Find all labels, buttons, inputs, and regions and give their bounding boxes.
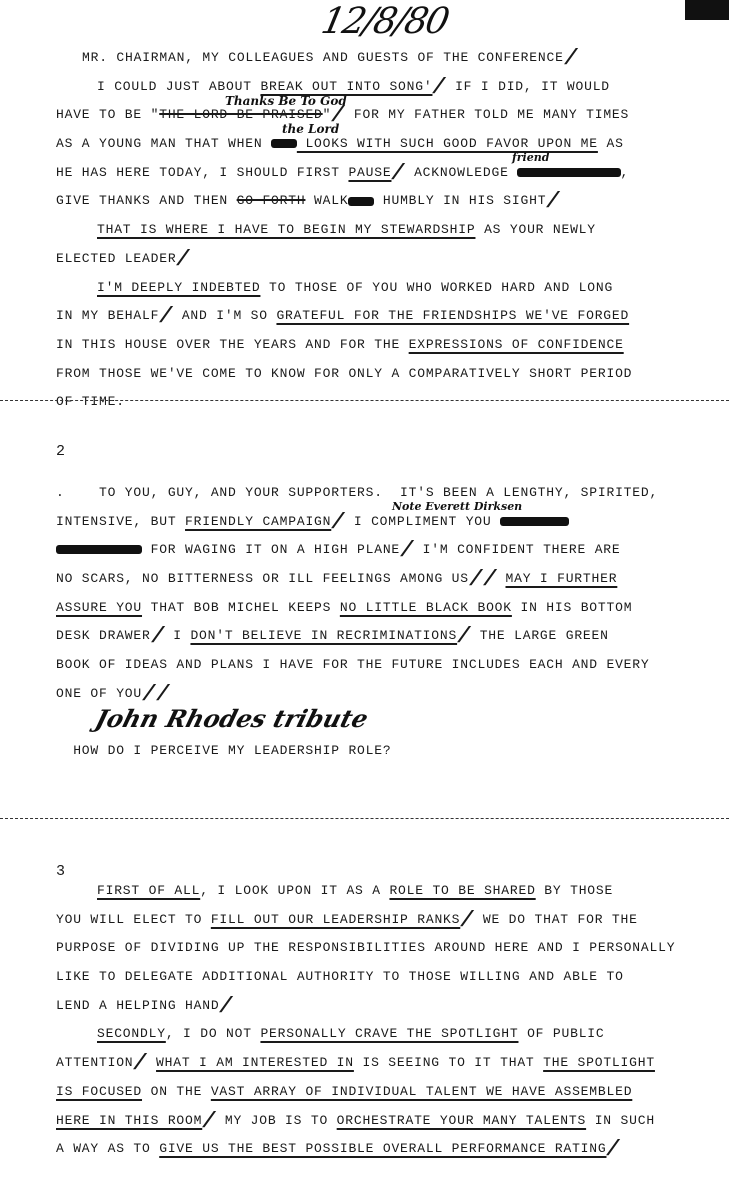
handwritten-annotation: John Rhodes tribute bbox=[92, 704, 372, 733]
text-run: BY THOSE bbox=[535, 883, 614, 898]
handwritten-annotation: the Lord bbox=[282, 122, 340, 136]
underlined-text: DON'T BELIEVE IN RECRIMINATIONS bbox=[190, 628, 458, 644]
slash-mark: / bbox=[200, 1108, 219, 1134]
text-run: MY JOB IS TO bbox=[216, 1112, 337, 1128]
text-run: IF I DID, IT WOULD bbox=[446, 78, 610, 94]
text-run: A WAY AS TO bbox=[56, 1141, 160, 1157]
text-run: FROM THOSE WE'VE COME TO KNOW FOR ONLY A COMPARATIVELY SHORT PERIOD bbox=[56, 365, 633, 381]
text-line bbox=[56, 538, 709, 564]
redaction-mark bbox=[271, 139, 297, 148]
slash-mark: / bbox=[157, 304, 176, 330]
underlined-text: EXPRESSIONS OF CONFIDENCE bbox=[408, 336, 624, 352]
text-line bbox=[56, 222, 709, 237]
text-line bbox=[56, 394, 709, 409]
text-run: PURPOSE OF DIVIDING UP THE RESPONSIBILITIES AROUND HERE AND I PERSONALLY bbox=[56, 940, 676, 956]
underlined-text: I'M DEEPLY INDEBTED bbox=[97, 279, 261, 295]
text-run bbox=[147, 1055, 156, 1070]
text-line bbox=[56, 681, 709, 707]
underlined-text: WHAT I AM INTERESTED IN bbox=[156, 1055, 354, 1071]
slash-mark: / bbox=[397, 538, 417, 564]
underlined-text: VAST ARRAY OF INDIVIDUAL TALENT WE HAVE ASSEMBLED bbox=[210, 1083, 633, 1099]
text-run: YOU WILL ELECT TO bbox=[56, 911, 211, 927]
underlined-text: FRIENDLY CAMPAIGN bbox=[185, 513, 332, 529]
text-run: " bbox=[322, 107, 332, 123]
text-run: THAT BOB MICHEL KEEPS bbox=[142, 599, 340, 615]
text-line bbox=[56, 485, 709, 500]
text-run: INTENSIVE, BUT bbox=[56, 513, 186, 529]
underlined-text: FILL OUT OUR LEADERSHIP RANKS bbox=[210, 911, 461, 927]
underlined-text: NO LITTLE BLACK BOOK bbox=[339, 599, 512, 615]
underlined-text: GRATEFUL FOR THE FRIENDSHIPS WE'VE FORGED bbox=[276, 308, 630, 324]
text-run: , I LOOK UPON IT AS A bbox=[200, 883, 390, 898]
text-line bbox=[56, 160, 709, 186]
redaction-mark bbox=[517, 168, 620, 177]
slash-mark: / bbox=[329, 509, 348, 535]
page-number: 2 bbox=[56, 443, 66, 460]
text-line bbox=[56, 103, 709, 129]
page-1-text bbox=[56, 46, 709, 423]
page-divider bbox=[0, 818, 729, 819]
redaction-mark bbox=[56, 545, 142, 554]
slash-mark: / bbox=[174, 246, 193, 272]
underlined-text: IS FOCUSED bbox=[56, 1083, 143, 1099]
text-run: AS bbox=[597, 136, 624, 152]
text-line bbox=[56, 74, 709, 100]
underlined-text: PAUSE bbox=[348, 164, 392, 180]
text-run: IN MY BEHALF bbox=[56, 308, 160, 324]
slash-mark: / bbox=[544, 189, 563, 215]
underlined-text: ORCHESTRATE YOUR MANY TALENTS bbox=[336, 1112, 587, 1128]
redaction-mark bbox=[348, 197, 374, 206]
text-run: WE DO THAT FOR THE bbox=[474, 911, 638, 927]
text-run: I COMPLIMENT YOU bbox=[345, 513, 501, 529]
slash-mark: / bbox=[561, 46, 580, 71]
page-number: 3 bbox=[56, 863, 66, 880]
text-line bbox=[56, 1026, 709, 1041]
page-3-text bbox=[56, 883, 709, 1170]
handwritten-annotation: friend bbox=[512, 151, 550, 164]
text-line bbox=[56, 1108, 709, 1134]
text-line bbox=[56, 743, 709, 758]
text-run: ONE OF YOU bbox=[56, 685, 143, 701]
text-run: IN SUCH bbox=[586, 1112, 655, 1128]
redaction-mark bbox=[500, 517, 569, 526]
text-run: MR. CHAIRMAN, MY COLLEAGUES AND GUESTS OF THE CONFERENCE bbox=[82, 50, 564, 65]
handwritten-annotation: Thanks Be To God bbox=[225, 94, 347, 108]
slash-mark: / bbox=[430, 74, 449, 100]
text-run: HAVE TO BE " bbox=[56, 107, 160, 123]
text-line bbox=[56, 657, 709, 672]
underlined-text: MAY I FURTHER bbox=[505, 571, 618, 587]
underlined-text: THAT IS WHERE I HAVE TO BEGIN MY STEWARDSHIP bbox=[97, 222, 476, 238]
underlined-text: ASSURE YOU bbox=[56, 599, 143, 615]
underlined-text: THE SPOTLIGHT bbox=[543, 1055, 655, 1071]
handwritten-date: 12/8/80 bbox=[317, 1, 452, 42]
text-run: OF TIME. bbox=[56, 394, 125, 410]
text-run: I bbox=[164, 628, 191, 644]
underlined-text: BREAK OUT INTO SONG' bbox=[260, 78, 433, 94]
slash-mark: // bbox=[466, 567, 500, 593]
text-run: HOW DO I PERCEIVE MY LEADERSHIP ROLE? bbox=[56, 743, 392, 759]
slash-mark: / bbox=[131, 1051, 150, 1077]
struck-text: THE LORD BE PRAISED bbox=[159, 107, 323, 123]
underlined-text: FIRST OF ALL bbox=[97, 883, 201, 898]
text-line bbox=[56, 940, 709, 955]
text-run: IN THIS HOUSE OVER THE YEARS AND FOR THE bbox=[56, 336, 409, 352]
underlined-text: LOOKS WITH SUCH GOOD FAVOR UPON ME bbox=[296, 136, 598, 152]
slash-mark: / bbox=[389, 160, 408, 186]
text-run: DESK DRAWER bbox=[56, 628, 151, 644]
text-line bbox=[56, 366, 709, 381]
text-line bbox=[56, 1137, 709, 1163]
slash-mark: / bbox=[329, 103, 348, 129]
slash-mark: / bbox=[454, 624, 474, 650]
text-line bbox=[56, 969, 709, 984]
slash-mark: / bbox=[217, 993, 236, 1019]
text-line bbox=[56, 46, 709, 71]
underlined-text: SECONDLY bbox=[97, 1026, 166, 1042]
text-line bbox=[56, 624, 709, 650]
text-run: BOOK OF IDEAS AND PLANS I HAVE FOR THE FUTURE INCLUDES EACH AND EVERY bbox=[56, 657, 650, 673]
underlined-text: HERE IN THIS ROOM bbox=[56, 1112, 203, 1128]
text-run: LIKE TO DELEGATE ADDITIONAL AUTHORITY TO THOSE WILLING AND ABLE TO bbox=[56, 969, 624, 985]
text-line bbox=[56, 304, 709, 330]
text-run: THE LARGE GREEN bbox=[471, 628, 609, 644]
underlined-text: PERSONALLY CRAVE THE SPOTLIGHT bbox=[260, 1026, 519, 1042]
text-run: ATTENTION bbox=[56, 1055, 134, 1071]
text-line bbox=[56, 509, 709, 535]
text-line bbox=[56, 246, 709, 272]
text-line bbox=[56, 189, 709, 215]
text-run: WALK bbox=[305, 193, 349, 209]
text-run: HUMBLY IN HIS SIGHT bbox=[374, 193, 547, 209]
text-run: ACKNOWLEDGE bbox=[405, 164, 518, 180]
text-run: IS SEEING TO IT THAT bbox=[353, 1055, 544, 1071]
text-run: AS YOUR NEWLY bbox=[475, 222, 596, 238]
text-run: . TO YOU, GUY, AND YOUR SUPPORTERS. IT'S BEEN A LENGTHY, SPIRITED, bbox=[56, 485, 659, 500]
slash-mark: // bbox=[139, 681, 173, 707]
text-run: I COULD JUST ABOUT bbox=[97, 78, 261, 94]
text-line bbox=[56, 600, 709, 615]
text-run: , I DO NOT bbox=[165, 1026, 261, 1042]
text-run: GIVE THANKS AND THEN bbox=[56, 193, 237, 209]
text-line bbox=[56, 993, 709, 1019]
text-line bbox=[56, 280, 709, 295]
text-run: FOR MY FATHER TOLD ME MANY TIMES bbox=[345, 107, 630, 123]
underlined-text: GIVE US THE BEST POSSIBLE OVERALL PERFORMANCE RATING bbox=[159, 1141, 607, 1157]
text-run: , bbox=[620, 164, 630, 180]
text-line bbox=[56, 907, 709, 933]
text-line bbox=[56, 337, 709, 352]
text-run: ELECTED LEADER bbox=[56, 250, 177, 266]
underlined-text: ROLE TO BE SHARED bbox=[389, 883, 536, 898]
slash-mark: / bbox=[604, 1137, 623, 1163]
text-line bbox=[56, 136, 709, 151]
text-run: I'M CONFIDENT THERE ARE bbox=[414, 542, 621, 558]
text-run: ON THE bbox=[142, 1083, 211, 1099]
text-run: IN HIS BOTTOM bbox=[511, 599, 633, 615]
text-line bbox=[56, 883, 709, 898]
text-run: OF PUBLIC bbox=[518, 1026, 605, 1042]
text-line bbox=[56, 1084, 709, 1099]
handwritten-annotation: Note Everett Dirksen bbox=[392, 500, 523, 513]
text-run: HE HAS HERE TODAY, I SHOULD FIRST bbox=[56, 164, 349, 180]
text-line bbox=[56, 1051, 709, 1077]
text-run: TO THOSE OF YOU WHO WORKED HARD AND LONG bbox=[260, 279, 614, 295]
text-run: LEND A HELPING HAND bbox=[56, 997, 220, 1013]
page-divider bbox=[0, 400, 729, 401]
struck-text: GO FORTH bbox=[236, 193, 306, 209]
slash-mark: / bbox=[148, 624, 167, 650]
text-run: AS A YOUNG MAN THAT WHEN bbox=[56, 136, 272, 152]
text-run: NO SCARS, NO BITTERNESS OR ILL FEELINGS AMONG US bbox=[56, 571, 469, 587]
scan-corner-mark bbox=[685, 0, 729, 20]
text-run: FOR WAGING IT ON A HIGH PLANE bbox=[142, 542, 401, 558]
text-run: AND I'M SO bbox=[173, 308, 277, 324]
slash-mark: / bbox=[458, 907, 477, 933]
text-line bbox=[56, 567, 709, 593]
